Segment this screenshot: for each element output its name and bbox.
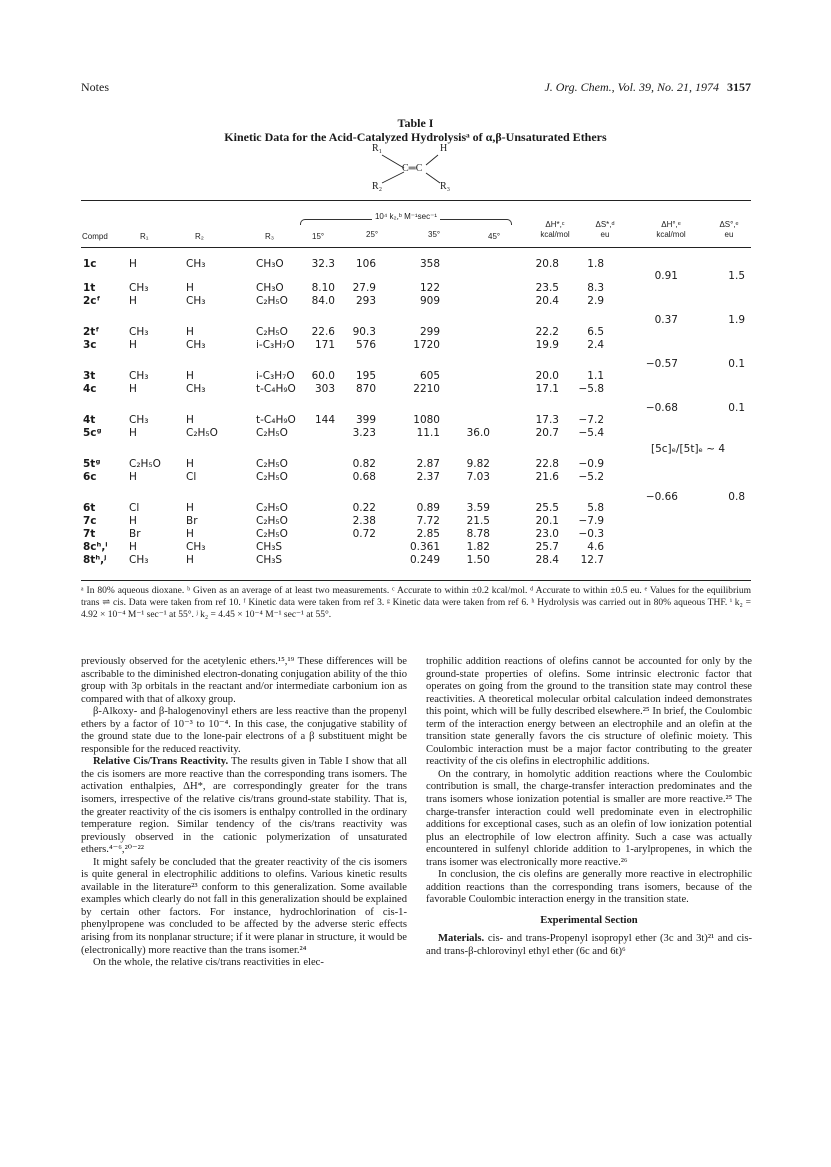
cell-r3: i-C₃H₇O	[256, 339, 295, 351]
cell-r2: CH₃	[186, 258, 206, 270]
table-top-rule	[81, 200, 751, 201]
page-number: 3157	[727, 80, 751, 94]
cell-compd: 1t	[83, 282, 96, 294]
cell-dh: 20.1	[535, 515, 559, 527]
cell-r1: H	[129, 471, 137, 483]
table-row	[0, 414, 831, 427]
cell-k35: 2.37	[416, 471, 440, 483]
cell-ds: 2.9	[587, 295, 604, 307]
cell-k15: 32.3	[311, 258, 335, 270]
col-dds-unit: eu	[724, 230, 734, 239]
paragraph: In conclusion, the cis olefins are generally more reactive in electrophilic addition reactions than the corresponding trans isomers, because of the favorable Coulombic interaction energy in the transition state.	[426, 869, 752, 906]
col-dh-unit: kcal/mol	[540, 230, 570, 239]
cell-k35: 7.72	[416, 515, 440, 527]
cell-k25: 3.23	[352, 427, 376, 439]
col-ds-label: ΔS*,ᵈ	[595, 220, 615, 229]
paragraph: trophilic addition reactions of olefins cannot be accounted for only by the ground-state properties of olefins. Some intrinsic electronic factor that operates on going from the ground to the transition state may control these reactivities. A theoretical molecular orbital calculation indeed demonstrates this point, which will be fully described elsewhere.²⁵ In brief, the Coulombic term of the interaction energy between an electrophile and an olefin at the transition state generally favors the cis structure of olefinic moiety. This Coulombic interaction must be a major factor contributing to the greater reactivity of the cis olefins in electrophilic additions.	[426, 656, 752, 768]
table-row	[0, 554, 831, 567]
paragraph	[426, 933, 752, 958]
table-row	[0, 258, 831, 271]
cell-r1: H	[129, 541, 137, 553]
rate-constant-header	[300, 212, 512, 226]
diff-ds-1: 1.5	[728, 270, 745, 282]
cell-compd: 8tʰ,ʲ	[83, 554, 107, 566]
cell-compd: 2cᶠ	[83, 295, 101, 307]
cell-ds: 6.5	[587, 326, 604, 338]
cell-ds: 12.7	[580, 554, 604, 566]
cell-ds: 1.8	[587, 258, 604, 270]
col-35: 35°	[428, 230, 441, 239]
cell-dh: 22.2	[535, 326, 559, 338]
cell-r3: CH₃S	[256, 541, 283, 553]
cell-r1: CH₃	[129, 554, 149, 566]
paragraph: β-Alkoxy- and β-halogenovinyl ethers are less reactive than the propenyl ethers by a factor of 10⁻³ to 10⁻⁴. In this case, the conjugative stability of the ground state due to the lone-pair electrons of a β substituent might be responsible for the reduced reactivity.	[81, 706, 407, 755]
table-title: Table I	[397, 116, 434, 130]
col-r2: R₂	[195, 232, 204, 241]
body-column-left	[81, 656, 407, 970]
diff-dh-5: −0.66	[645, 491, 678, 503]
running-header-journal	[544, 80, 751, 95]
cell-ds: −0.9	[578, 458, 604, 470]
cell-r2: H	[186, 370, 194, 382]
cell-r1: H	[129, 383, 137, 395]
table-row	[0, 515, 831, 528]
diff-dh-3: −0.57	[645, 358, 678, 370]
table-header-rule	[81, 247, 751, 248]
col-45: 45°	[488, 232, 501, 241]
cell-compd: 1c	[83, 258, 97, 270]
cell-r3: CH₃S	[256, 554, 283, 566]
cell-compd: 2tᶠ	[83, 326, 100, 338]
cell-compd: 3c	[83, 339, 97, 351]
cell-r3: CH₃O	[256, 258, 284, 270]
cell-r2: Br	[186, 515, 198, 527]
cell-r3: C₂H₅O	[256, 502, 288, 514]
cell-compd: 6c	[83, 471, 97, 483]
cell-k25: 0.72	[352, 528, 376, 540]
col-15: 15°	[312, 232, 325, 241]
cell-k15: 22.6	[311, 326, 335, 338]
table-row	[0, 282, 831, 295]
cell-r1: CH₃	[129, 370, 149, 382]
col-ddh-label: ΔH°,ᵉ	[661, 220, 681, 229]
cell-dh: 28.4	[535, 554, 559, 566]
cell-dh: 20.7	[535, 427, 559, 439]
cell-dh: 19.9	[535, 339, 559, 351]
cell-k35: 0.361	[409, 541, 440, 553]
diff-ds-5: 0.8	[728, 491, 745, 503]
table-footnote: ᵃ In 80% aqueous dioxane. ᵇ Given as an average of at least two measurements. ᶜ Accurate to within ±0.2 kcal/mol. ᵈ Accurate to within ±0.5 eu. ᵉ Values for the equilibrium trans ⇌ cis. Data were taken from ref 10. ᶠ Kinetic data were taken from ref 3. ᵍ Kinetic data were taken from ref 6. ʰ Hydrolysis was carried out in 80% aqueous THF. ⁱ k₂ = 4.92 × 10⁻⁴ M⁻¹ sec⁻¹ at 55°. ʲ k₂ = 4.45 × 10⁻⁴ M⁻¹ sec⁻¹ at 55°.	[81, 586, 751, 620]
cell-k15: 8.10	[311, 282, 335, 294]
structure-r1: R₁	[372, 143, 383, 154]
col-r1: R₁	[140, 232, 149, 241]
cell-ds: −5.8	[578, 383, 604, 395]
cell-compd: 3t	[83, 370, 96, 382]
cell-ds: −5.4	[578, 427, 604, 439]
body-column-right	[426, 656, 752, 959]
diff-dh-1: 0.91	[654, 270, 678, 282]
cell-r1: H	[129, 295, 137, 307]
cell-k25: 293	[355, 295, 376, 307]
cell-compd: 5tᵍ	[83, 458, 101, 470]
cell-k45: 21.5	[466, 515, 490, 527]
col-ddh-unit: kcal/mol	[656, 230, 686, 239]
cell-dh: 17.1	[535, 383, 559, 395]
cell-compd: 5cᵍ	[83, 427, 102, 439]
cell-r2: H	[186, 458, 194, 470]
cell-r3: C₂H₅O	[256, 471, 288, 483]
cell-r2: H	[186, 282, 194, 294]
paragraph: On the contrary, in homolytic addition reactions where the Coulombic contribution is small, the charge-transfer interaction predominates and the trans isomers whose ionization potential is smaller are more reactive.²⁵ The charge-transfer interaction could well predominate even in electrophilic additions for exceptional cases, such as an olefin of low ionization potential plus an electrophile of low electron affinity. Such a case was actually encountered in sulfenyl chloride addition to 1-arylpropenes, in which the trans isomer was electronically more reactive.²⁶	[426, 768, 752, 868]
cell-k25: 106	[355, 258, 376, 270]
cell-k35: 2.85	[416, 528, 440, 540]
cell-k35: 909	[419, 295, 440, 307]
cell-r3: CH₃O	[256, 282, 284, 294]
cell-r3: t-C₄H₉O	[256, 414, 296, 426]
table-row	[0, 541, 831, 554]
cell-r3: i-C₃H₇O	[256, 370, 295, 382]
cell-k25: 195	[355, 370, 376, 382]
cell-dh: 21.6	[535, 471, 559, 483]
cell-r3: C₂H₅O	[256, 326, 288, 338]
cell-k25: 2.38	[352, 515, 376, 527]
cell-r1: Cl	[129, 502, 140, 514]
cell-ds: −7.9	[578, 515, 604, 527]
cell-dh: 23.0	[535, 528, 559, 540]
table-row	[0, 295, 831, 308]
cell-r1: H	[129, 258, 137, 270]
cell-r3: C₂H₅O	[256, 458, 288, 470]
cell-k15: 303	[314, 383, 335, 395]
cell-k15: 60.0	[311, 370, 335, 382]
table-row	[0, 383, 831, 396]
cell-r2: CH₃	[186, 541, 206, 553]
cell-compd: 8cʰ,ⁱ	[83, 541, 108, 553]
cell-dh: 23.5	[535, 282, 559, 294]
cell-r1: H	[129, 515, 137, 527]
cell-k25: 870	[355, 383, 376, 395]
cell-r2: H	[186, 414, 194, 426]
cell-k15: 144	[314, 414, 335, 426]
table-subtitle: Kinetic Data for the Acid-Catalyzed Hydrolysisᵃ of α,β-Unsaturated Ethers	[224, 130, 607, 144]
cell-ds: −7.2	[578, 414, 604, 426]
diff-ds-3: 0.1	[728, 358, 745, 370]
col-dh	[530, 220, 580, 240]
cell-k35: 299	[419, 326, 440, 338]
cell-r1: Br	[129, 528, 141, 540]
cell-k15: 171	[314, 339, 335, 351]
cell-compd: 7c	[83, 515, 97, 527]
col-dh-label: ΔH*,ᶜ	[545, 220, 565, 229]
cell-r3: C₂H₅O	[256, 528, 288, 540]
cell-r2: H	[186, 554, 194, 566]
table-row	[0, 326, 831, 339]
table-row	[0, 502, 831, 515]
cell-r2: Cl	[186, 471, 197, 483]
section-title: Experimental Section	[540, 914, 638, 926]
materials-text: cis- and trans-Propenyl isopropyl ether (3c and 3t)²¹ and cis- and trans-β-chlorovinyl ethyl ether (6c and 6t)⁶	[426, 933, 753, 958]
cell-k45: 1.82	[466, 541, 490, 553]
cell-k25: 399	[355, 414, 376, 426]
cell-k35: 0.249	[409, 554, 440, 566]
paragraph	[81, 756, 407, 856]
cell-ds: 4.6	[587, 541, 604, 553]
cell-r2: CH₃	[186, 383, 206, 395]
cell-k25: 0.68	[352, 471, 376, 483]
cell-dh: 22.8	[535, 458, 559, 470]
col-ds	[590, 220, 620, 240]
materials-heading: Materials.	[438, 933, 485, 945]
cell-r2: CH₃	[186, 295, 206, 307]
diff-dh-4: −0.68	[645, 402, 678, 414]
cell-dh: 20.4	[535, 295, 559, 307]
cell-k35: 605	[419, 370, 440, 382]
cell-compd: 7t	[83, 528, 96, 540]
cell-k15: 84.0	[311, 295, 335, 307]
cell-ds: 2.4	[587, 339, 604, 351]
table-row	[0, 458, 831, 471]
table-row	[0, 427, 831, 440]
cell-r2: H	[186, 528, 194, 540]
olefin-structure	[360, 143, 480, 193]
table-row	[0, 370, 831, 383]
cell-ds: 5.8	[587, 502, 604, 514]
cell-k35: 1720	[413, 339, 440, 351]
cell-r2: H	[186, 326, 194, 338]
cell-ds: 8.3	[587, 282, 604, 294]
cell-r1: CH₃	[129, 414, 149, 426]
cell-k25: 0.22	[352, 502, 376, 514]
cell-compd: 6t	[83, 502, 96, 514]
cell-k35: 1080	[413, 414, 440, 426]
col-compd: Compd	[82, 232, 108, 241]
structure-double-bond: C═C	[402, 163, 423, 174]
cell-dh: 25.7	[535, 541, 559, 553]
cell-k35: 2.87	[416, 458, 440, 470]
col-25: 25°	[366, 230, 379, 239]
col-ds-unit: eu	[600, 230, 610, 239]
col-r3: R₃	[265, 232, 275, 241]
col-dds	[714, 220, 744, 240]
cell-k35: 122	[419, 282, 440, 294]
cell-k25: 0.82	[352, 458, 376, 470]
rate-header-label: 10⁴ k₂,ᵇ M⁻¹sec⁻¹	[372, 212, 440, 221]
cell-r3: C₂H₅O	[256, 295, 288, 307]
cell-r3: C₂H₅O	[256, 427, 288, 439]
cell-r3: t-C₄H₉O	[256, 383, 296, 395]
cell-r2: H	[186, 502, 194, 514]
diff-dh-2: 0.37	[654, 314, 678, 326]
paragraph-text: The results given in Table I show that all the cis isomers are more reactive than the corresponding trans isomers. The activation enthalpies, ΔH*, are correspondingly greater for the trans isomers, irrespective of the relative cis/trans ground-state stability. That is, the greater reactivity of the cis isomers is enthalpy controlled in the ordinary temperature region. Similar tendency of the cis/trans reactivity was previously observed in the cationic polymerization of unsaturated ethers.⁴⁻⁶,²⁰⁻²²	[81, 756, 407, 856]
section-heading-inline: Relative Cis/Trans Reactivity.	[93, 756, 229, 768]
structure-h: H	[440, 143, 448, 154]
structure-r2: R₂	[372, 181, 383, 192]
cell-k35: 358	[419, 258, 440, 270]
cell-r1: CH₃	[129, 282, 149, 294]
cell-k25: 576	[355, 339, 376, 351]
cell-dh: 25.5	[535, 502, 559, 514]
cell-ds: −0.3	[578, 528, 604, 540]
cell-k35: 2210	[413, 383, 440, 395]
cell-r2: CH₃	[186, 339, 206, 351]
cell-dh: 17.3	[535, 414, 559, 426]
cell-r1: C₂H₅O	[129, 458, 161, 470]
journal-citation: J. Org. Chem., Vol. 39, No. 21, 1974	[544, 80, 719, 94]
table-row	[0, 471, 831, 484]
cell-r1: H	[129, 339, 137, 351]
cell-r2: C₂H₅O	[186, 427, 218, 439]
cell-ds: −5.2	[578, 471, 604, 483]
cell-k45: 8.78	[466, 528, 490, 540]
table-row	[0, 339, 831, 352]
table-row	[0, 528, 831, 541]
cell-k45: 1.50	[466, 554, 490, 566]
col-ddh	[646, 220, 696, 240]
cell-compd: 4c	[83, 383, 97, 395]
cell-r1: CH₃	[129, 326, 149, 338]
paragraph: previously observed for the acetylenic ethers.¹⁵,¹⁹ These differences will be ascribable to the diminished electron-donating conjugation ability of the thio group with 3p orbitals in the reactant and/or intermediate carbonium ion as compared with that of alkoxy group.	[81, 656, 407, 705]
cell-r1: H	[129, 427, 137, 439]
diff-ds-4: 0.1	[728, 402, 745, 414]
cell-ds: 1.1	[587, 370, 604, 382]
diff-ds-2: 1.9	[728, 314, 745, 326]
cell-dh: 20.0	[535, 370, 559, 382]
cell-k45: 36.0	[466, 427, 490, 439]
cell-k45: 3.59	[466, 502, 490, 514]
cell-k35: 11.1	[416, 427, 440, 439]
cell-r3: C₂H₅O	[256, 515, 288, 527]
cell-k25: 90.3	[352, 326, 376, 338]
cell-dh: 20.8	[535, 258, 559, 270]
cell-k45: 9.82	[466, 458, 490, 470]
cell-k35: 0.89	[416, 502, 440, 514]
table-bottom-rule	[81, 580, 751, 581]
cell-k45: 7.03	[466, 471, 490, 483]
running-header-section: Notes	[81, 80, 109, 94]
paragraph: It might safely be concluded that the greater reactivity of the cis isomers is quite general in electrophilic additions to olefins. Various kinetic results available in the literature²³ conform to this generalization. Some available examples which clearly do not fall in this generalization should be explained by certain other factors. For instance, hydrochlorination of cis-1-phenylpropene was concluded to be affected by the adverse steric effects arising from its nonplanar structure; if it were planar in structure, it would be (electronically) more reactive than the trans isomer.²⁴	[81, 856, 407, 956]
cell-compd: 4t	[83, 414, 96, 426]
cell-k25: 27.9	[352, 282, 376, 294]
structure-r3: R₃	[440, 181, 451, 192]
col-dds-label: ΔS°,ᵉ	[719, 220, 739, 229]
paragraph: On the whole, the relative cis/trans reactivities in elec-	[93, 957, 324, 969]
equilibrium-ratio: [5c]ₑ/[5t]ₑ ~ 4	[651, 443, 726, 455]
